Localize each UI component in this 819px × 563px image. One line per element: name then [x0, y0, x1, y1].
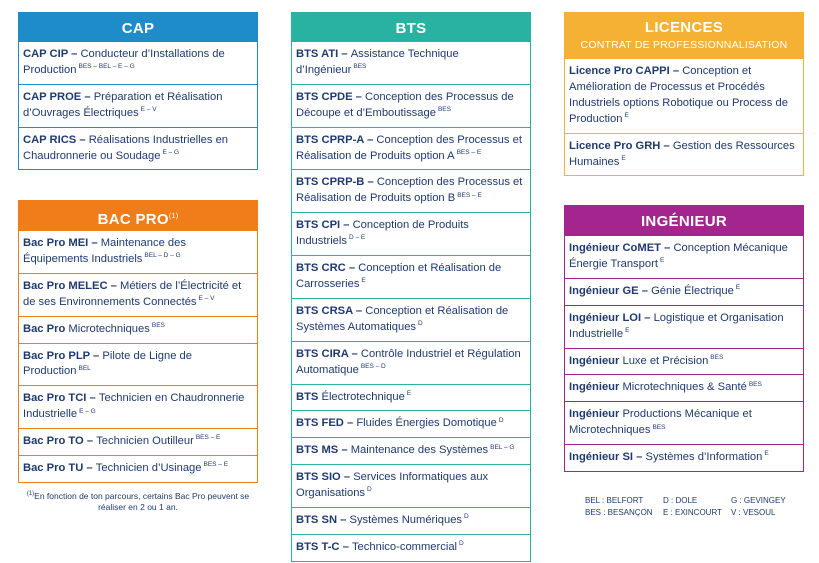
item-location-codes: BES — [748, 380, 762, 388]
footnote-text: En fonction de ton parcours, certains Bac Pro peuvent se réaliser en 2 ou 1 an. — [34, 490, 250, 513]
legend-besancon: BES : BESANÇON — [585, 508, 653, 517]
item-separator: – — [81, 90, 94, 103]
item-separator: – — [88, 237, 101, 249]
ingenieur-section — [564, 205, 804, 472]
footnote-mark: (1) — [26, 491, 35, 497]
bacpro-section — [18, 200, 258, 483]
list-item — [19, 127, 257, 170]
item-code: CAP RICS — [23, 133, 77, 146]
item-separator: – — [364, 176, 377, 189]
item-text: Maintenance des Systèmes — [350, 444, 489, 457]
item-separator: – — [67, 48, 81, 60]
list-item — [292, 212, 530, 255]
bts-list-box — [291, 42, 531, 562]
list-item — [565, 401, 803, 444]
item-text: Contrôle Industriel et Régulation Automatique — [296, 347, 521, 376]
item-code: Bac Pro PLP — [23, 349, 90, 362]
list-item — [292, 437, 530, 464]
item-location-codes: BES — [151, 321, 165, 329]
list-item — [565, 374, 803, 401]
item-separator: – — [76, 133, 89, 146]
item-location-codes: E — [624, 111, 629, 119]
list-item — [19, 84, 257, 127]
item-code: BTS SIO — [296, 471, 341, 484]
item-separator: – — [633, 451, 646, 464]
list-item — [19, 42, 257, 84]
list-item — [565, 133, 803, 176]
item-code: Ingénieur LOI — [569, 311, 642, 324]
list-item — [565, 348, 803, 375]
bacpro-title-note: (1) — [168, 213, 179, 220]
licences-section — [564, 12, 804, 176]
item-code: BTS CPRP-A — [296, 133, 364, 146]
item-text: Génie Électrique — [651, 284, 734, 297]
item-text: Préparation et Réalisation d’Ouvrages Électriques — [23, 90, 223, 119]
item-code: CAP PROE — [23, 90, 82, 103]
ingenieur-list — [565, 236, 803, 471]
item-separator: – — [363, 133, 377, 146]
item-separator: – — [338, 444, 351, 457]
item-text: Conception des Processus et Réalisation de Produits option B — [296, 176, 523, 205]
item-location-codes: E – V — [198, 294, 215, 302]
item-location-codes: E — [764, 450, 769, 458]
licences-list — [565, 59, 803, 175]
cap-list-box — [18, 42, 258, 170]
item-separator: – — [86, 392, 99, 405]
item-location-codes: E — [621, 154, 626, 162]
list-item — [19, 316, 257, 343]
item-code: Bac Pro TCI — [23, 392, 87, 405]
item-text: Électrotechnique — [321, 390, 405, 403]
item-code: Ingénieur — [569, 408, 620, 421]
item-code: CAP CIP — [23, 48, 68, 60]
item-separator: – — [340, 471, 354, 484]
item-text: Conception de Produits Industriels — [296, 219, 469, 248]
list-item — [292, 410, 530, 437]
list-item — [292, 42, 530, 84]
item-separator: – — [89, 349, 103, 362]
item-location-codes: E — [659, 257, 665, 265]
list-item — [292, 534, 530, 561]
item-text: Assistance Technique d’Ingénieur — [296, 48, 459, 76]
item-location-codes: BES — [437, 105, 451, 113]
item-text: Luxe et Précision — [622, 354, 709, 367]
item-separator: – — [339, 540, 352, 553]
item-separator: – — [83, 435, 97, 448]
list-item — [292, 127, 530, 170]
list-item — [292, 255, 530, 298]
item-separator: – — [343, 417, 357, 430]
list-item — [292, 169, 530, 212]
list-item — [19, 273, 257, 316]
item-text: Services Informatiques aux Organisations — [296, 471, 489, 500]
item-text: Technicien d’Usinage — [95, 462, 202, 475]
item-location-codes: BES — [710, 353, 724, 361]
item-location-codes: BES – E — [457, 191, 482, 199]
bts-list — [292, 42, 530, 561]
item-code: Bac Pro TO — [23, 435, 84, 448]
item-location-codes: D — [464, 513, 469, 521]
item-location-codes: D — [418, 320, 423, 328]
licences-header — [564, 12, 804, 59]
item-location-codes: E — [406, 389, 412, 397]
item-separator: – — [669, 65, 683, 77]
item-text: Microtechniques — [68, 322, 150, 335]
item-code: Licence Pro CAPPI — [569, 65, 670, 77]
item-separator: – — [345, 262, 359, 275]
item-code: Ingénieur SI — [569, 451, 634, 464]
item-code: Bac Pro MEI — [23, 237, 89, 249]
item-code: BTS MS — [296, 444, 339, 457]
item-text: Conception et Réalisation de Carrosseries — [296, 262, 502, 290]
item-text: Réalisations Industrielles en Chaudronnerie ou Soudage — [23, 133, 229, 162]
item-separator: – — [638, 284, 652, 297]
item-code: Bac Pro TU — [23, 462, 84, 475]
item-text: Conducteur d’Installations de Production — [23, 48, 225, 76]
item-location-codes: BEL — [78, 364, 91, 372]
item-location-codes: D — [459, 540, 464, 548]
bacpro-list-box — [18, 231, 258, 483]
item-location-codes: D — [367, 486, 372, 494]
item-separator: – — [340, 219, 353, 232]
item-code: BTS CIRA — [296, 347, 349, 360]
licences-title: LICENCES — [644, 19, 724, 36]
item-text: Gestion des Ressources Humaines — [569, 139, 795, 168]
bacpro-footnote — [18, 490, 258, 514]
item-text: Microtechniques & Santé — [622, 381, 747, 394]
item-location-codes: D — [498, 416, 504, 424]
item-code: Ingénieur GE — [569, 284, 639, 297]
cap-header: CAP — [18, 12, 258, 42]
bts-section — [291, 12, 531, 562]
item-text: Technico-commercial — [351, 540, 458, 553]
list-item — [19, 385, 257, 428]
item-location-codes: D – E — [349, 234, 366, 242]
item-text: Fluides Énergies Domotique — [356, 417, 497, 430]
bacpro-title: BAC PRO — [97, 211, 169, 228]
item-text: Conception et Réalisation de Systèmes Automatiques — [296, 304, 509, 333]
list-item — [565, 59, 803, 133]
item-code: BTS SN — [296, 514, 338, 527]
item-code: Bac Pro — [23, 322, 66, 335]
item-location-codes: BES – E — [456, 148, 482, 156]
item-code: Ingénieur — [569, 381, 620, 394]
item-text: Productions Mécanique et Microtechniques — [569, 408, 752, 437]
item-separator: – — [661, 242, 674, 254]
item-code: BTS CRSA — [296, 304, 353, 317]
item-code: Ingénieur CoMET — [569, 242, 661, 254]
ingenieur-header: INGÉNIEUR — [564, 205, 804, 236]
item-location-codes: BES — [353, 63, 367, 71]
item-code: BTS — [296, 390, 319, 403]
legend-gevingey: G : GEVINGEY — [731, 496, 786, 505]
item-location-codes: E – G — [162, 148, 180, 156]
item-code: Ingénieur — [569, 354, 620, 367]
item-code: BTS CPI — [296, 219, 341, 232]
list-item — [292, 341, 530, 384]
bacpro-header — [18, 200, 258, 231]
bts-header: BTS — [291, 12, 531, 42]
list-item — [565, 236, 803, 278]
licences-subtitle: CONTRAT DE PROFESSIONNALISATION — [580, 39, 788, 51]
item-separator: – — [660, 139, 673, 152]
item-code: Licence Pro GRH — [569, 139, 661, 152]
item-location-codes: E — [361, 277, 366, 285]
item-location-codes: BES – E — [195, 434, 221, 442]
legend-exincourt: E : EXINCOURT — [663, 508, 722, 517]
item-code: BTS CPDE — [296, 90, 353, 103]
list-item — [19, 231, 257, 273]
item-separator: – — [641, 311, 654, 324]
list-item — [19, 428, 257, 455]
list-item — [292, 384, 530, 411]
list-item — [19, 455, 257, 482]
item-location-codes: BES — [652, 423, 666, 431]
item-separator: – — [337, 514, 350, 527]
item-location-codes: E – G — [79, 407, 96, 415]
ingenieur-list-box — [564, 236, 804, 472]
item-location-codes: BES – BEL – E – G — [78, 63, 135, 71]
item-text: Technicien Outilleur — [96, 435, 194, 448]
item-separator: – — [83, 462, 96, 475]
item-code: BTS T-C — [296, 540, 340, 553]
item-location-codes: E – V — [140, 105, 157, 113]
item-code: BTS FED — [296, 417, 344, 430]
item-text: Technicien en Chaudronnerie Industrielle — [23, 392, 245, 421]
item-location-codes: BEL – D – G — [144, 252, 181, 260]
item-separator: – — [348, 347, 361, 360]
list-item — [565, 278, 803, 305]
item-location-codes: BEL – G — [490, 443, 515, 451]
item-location-codes: BES – D — [360, 362, 386, 370]
item-code: BTS ATI — [296, 48, 339, 60]
list-item — [292, 298, 530, 341]
item-text: Conception Mécanique Énergie Transport — [569, 242, 788, 270]
cap-section — [18, 12, 258, 170]
list-item — [292, 507, 530, 534]
list-item — [19, 343, 257, 386]
item-separator: – — [352, 304, 366, 317]
bacpro-list — [19, 231, 257, 482]
item-code: BTS CPRP-B — [296, 176, 365, 189]
item-location-codes: BES – E — [203, 461, 229, 469]
item-text: Conception et Amélioration de Processus et Procédés Industriels options Robotique ou Process de Production — [569, 65, 788, 125]
item-location-codes: E — [625, 326, 630, 334]
item-text: Conception des Processus et Réalisation de Produits option A — [296, 133, 522, 162]
legend-vesoul: V : VESOUL — [731, 508, 776, 517]
item-text: Logistique et Organisation Industrielle — [569, 311, 784, 340]
list-item — [292, 464, 530, 507]
item-code: Bac Pro MELEC — [23, 279, 108, 292]
item-separator: – — [338, 48, 351, 60]
item-separator: – — [107, 279, 120, 292]
item-text: Systèmes Numériques — [349, 514, 463, 527]
item-text: Systèmes d’Information — [645, 451, 763, 464]
list-item — [292, 84, 530, 127]
licences-list-box — [564, 59, 804, 176]
item-text: Conception des Processus de Découpe et d’Emboutissage — [296, 90, 514, 119]
list-item — [565, 444, 803, 471]
legend-belfort: BEL : BELFORT — [585, 496, 644, 505]
cap-list — [19, 42, 257, 169]
item-separator: – — [352, 90, 366, 103]
item-text: Pilote de Ligne de Production — [23, 349, 192, 378]
item-text: Maintenance des Équipements Industriels — [23, 237, 186, 265]
item-location-codes: E — [735, 284, 741, 292]
legend-dole: D : DOLE — [663, 496, 698, 505]
item-code: BTS CRC — [296, 262, 346, 275]
list-item — [565, 305, 803, 348]
item-text: Métiers de l’Électricité et de ses Environnements Connectés — [23, 279, 242, 308]
